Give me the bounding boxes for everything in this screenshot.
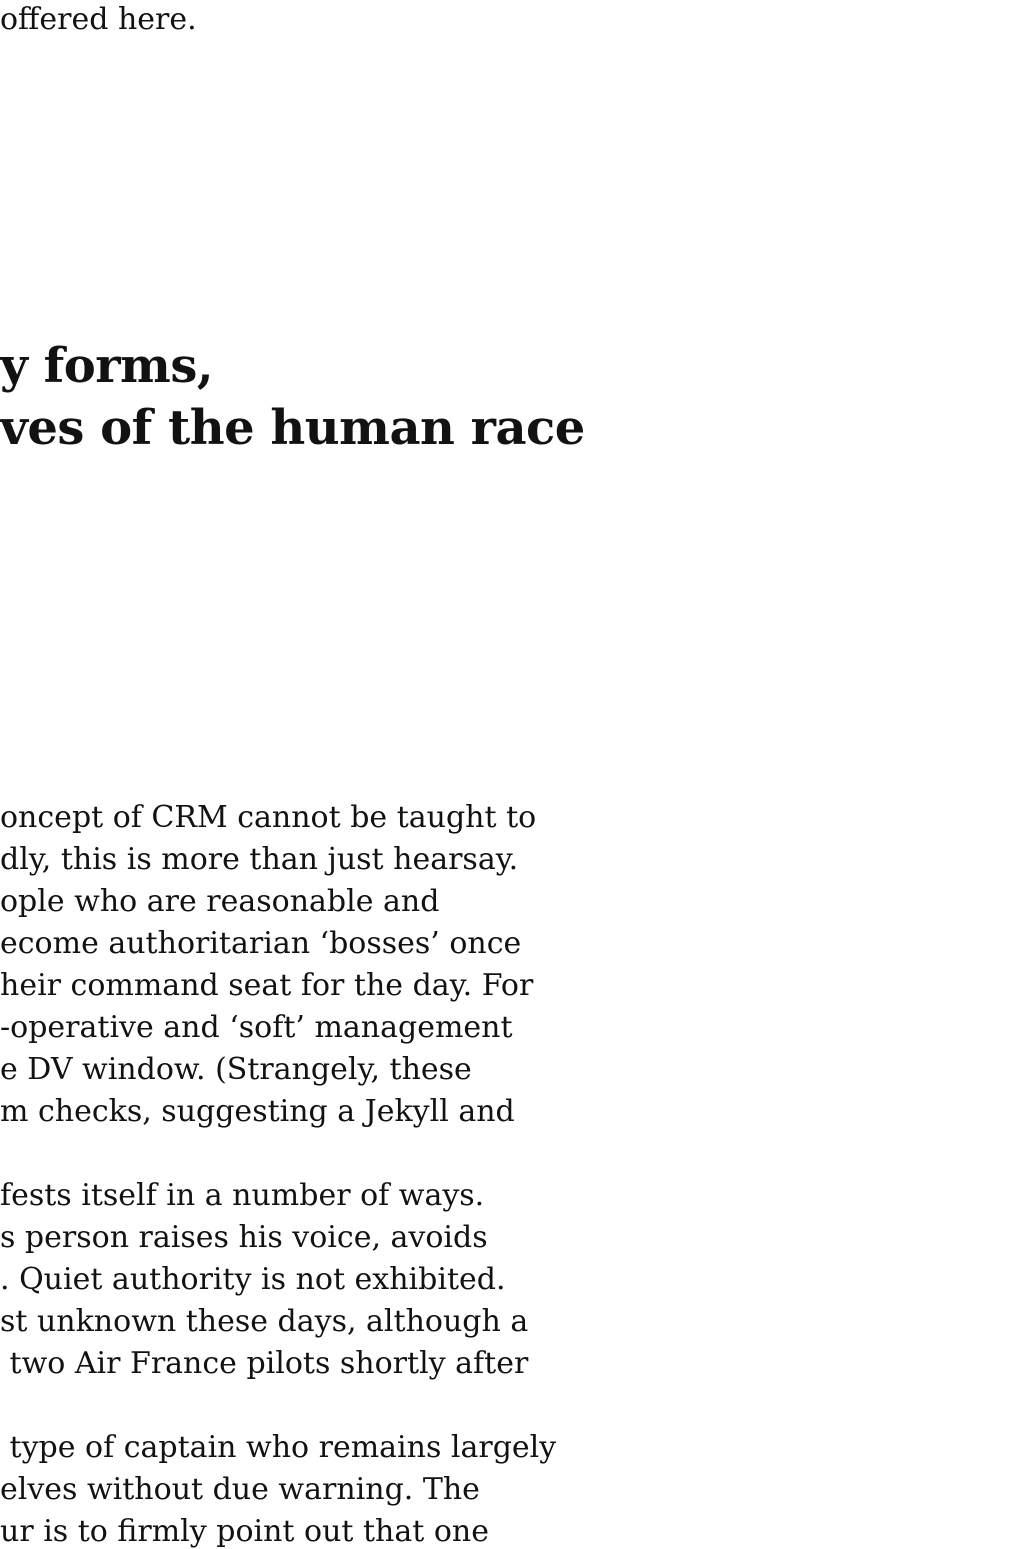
intro-text-line: offered here. <box>0 2 197 37</box>
body-line-11: s person raises his voice, avoids <box>0 1220 488 1255</box>
body-line-18: ur is to firmly point out that one <box>0 1514 489 1549</box>
body-line-14: two Air France pilots shortly after <box>0 1346 529 1381</box>
section-heading-line-2: ves of the human race <box>0 400 585 456</box>
body-line-2: dly, this is more than just hearsay. <box>0 842 519 877</box>
body-line-13: st unknown these days, although a <box>0 1304 529 1339</box>
body-line-5: heir command seat for the day. For <box>0 968 534 1003</box>
section-heading-line-1: y forms, <box>0 338 214 394</box>
body-line-16: type of captain who remains largely <box>0 1430 557 1465</box>
body-line-6: -operative and ‘soft’ management <box>0 1010 513 1045</box>
body-line-8: m checks, suggesting a Jekyll and <box>0 1094 515 1129</box>
body-line-3: ople who are reasonable and <box>0 884 440 919</box>
body-line-4: ecome authoritarian ‘bosses’ once <box>0 926 522 961</box>
body-line-12: . Quiet authority is not exhibited. <box>0 1262 506 1297</box>
body-line-10: fests itself in a number of ways. <box>0 1178 485 1213</box>
body-line-17: elves without due warning. The <box>0 1472 480 1507</box>
body-line-1: oncept of CRM cannot be taught to <box>0 800 537 835</box>
body-line-7: e DV window. (Strangely, these <box>0 1052 472 1087</box>
